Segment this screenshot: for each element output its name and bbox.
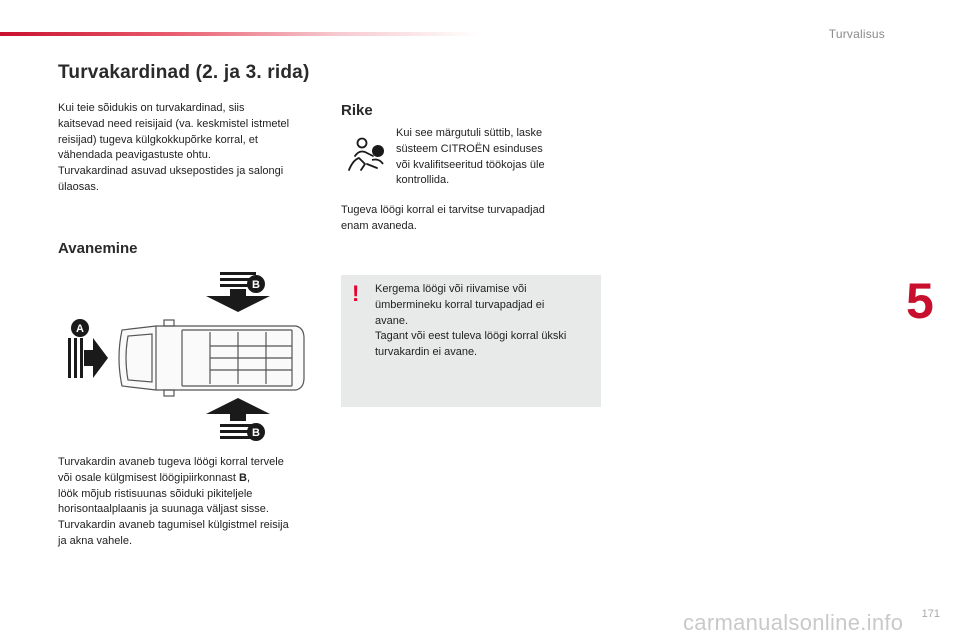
rike-note-line: Tugeva löögi korral ei tarvitse turvapadjad [341, 204, 545, 216]
rike-note-line: enam avaneda. [341, 219, 417, 232]
chapter-number: 5 [906, 273, 934, 329]
intro-line: Kui teie sõidukis on turvakardinad, siis [58, 102, 245, 114]
intro-line: ülaosas. [58, 180, 99, 193]
warning-line: turvakardin ei avane. [375, 346, 478, 359]
rike-lamp-line: või kvalifitseeritud töökojas üle [396, 158, 545, 171]
airbag-warning-icon [345, 134, 387, 174]
label-a: A [76, 323, 84, 335]
warning-line: avane. [375, 314, 409, 327]
bold-reference: B [239, 471, 247, 484]
warning-exclamation-icon: ! [352, 281, 360, 306]
intro-line: vähendada peavigastuste ohtu. [58, 149, 211, 162]
label-b-bottom: B [252, 427, 260, 439]
avanemine-line: horisontaalplaanis ja suunaga väljast sisse. [58, 503, 269, 516]
avanemine-heading: Avanemine [58, 240, 138, 257]
avanemine-line: või osale külgmisest löögipiirkonnast B, [58, 471, 251, 484]
rike-heading: Rike [341, 102, 373, 119]
avanemine-line: Turvakardin avaneb tugeva löögi korral tervele [58, 456, 284, 468]
avanemine-paragraph [58, 455, 333, 550]
header-accent-bar [0, 32, 480, 36]
avanemine-line: ja akna vahele. [58, 534, 132, 547]
section-label: Turvalisus [828, 27, 885, 41]
page-number: 171 [921, 608, 940, 620]
label-b-top: B [252, 279, 260, 291]
rike-lamp-line: kontrollida. [396, 174, 450, 187]
warning-line: Tagant või eest tuleva löögi korral ükski [375, 330, 567, 343]
intro-paragraph [58, 101, 328, 196]
warning-line: ümbermineku korral turvapadjad ei [375, 298, 545, 311]
watermark: carmanualsonline.info [683, 610, 904, 635]
avanemine-line: löök mõjub ristisuunas sõiduki pikiteljele [58, 487, 253, 500]
van-top-view [119, 320, 304, 396]
rike-lamp-line: Kui see märgutuli süttib, laske [396, 127, 543, 139]
rike-lamp-paragraph [396, 126, 586, 189]
warning-paragraph [375, 282, 597, 361]
intro-line: reisijad) tugeva külgkokkupõrke korral, et [58, 133, 258, 146]
warning-line: Kergema löögi või riivamise või [375, 283, 527, 295]
page-title: Turvakardinad (2. ja 3. rida) [58, 62, 310, 83]
rike-note-paragraph [341, 203, 601, 235]
avanemine-line: Turvakardin avaneb tagumisel külgistmel reisija [58, 519, 289, 532]
rike-lamp-line: süsteem CITROËN esinduses [396, 142, 543, 155]
vehicle-impact-diagram [60, 268, 305, 446]
front-impact-arrow [68, 338, 108, 378]
intro-line: Turvakardinad asuvad uksepostides ja salongi [58, 165, 284, 178]
intro-line: kaitsevad need reisijaid (va. keskmistel istmetel [58, 117, 290, 130]
